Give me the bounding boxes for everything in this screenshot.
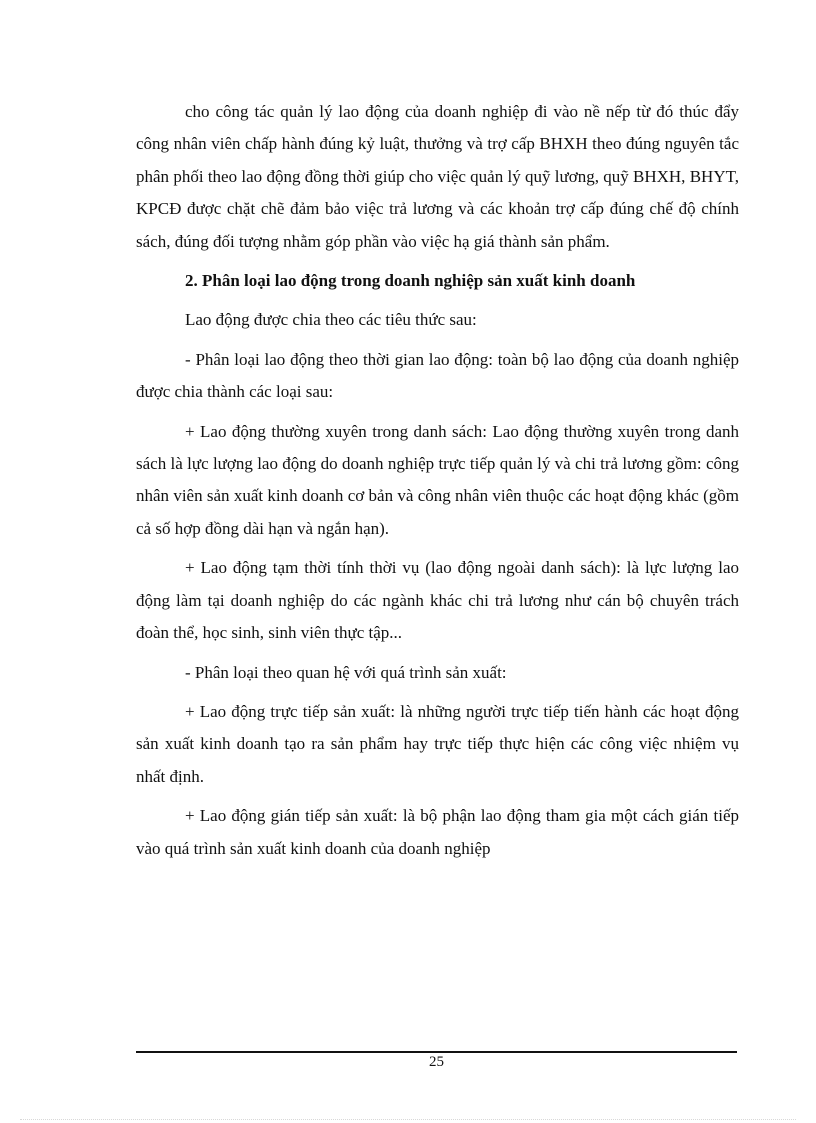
paragraph-temporary-labor: + Lao động tạm thời tính thời vụ (lao động ngoài danh sách): là lực lượng lao động làm tại doanh nghiệp do các ngành khác chi trả lương như cán bộ chuyên trách đoàn thể, học sinh, sinh viên thực tập... [136,558,739,643]
paragraph-indirect-labor: + Lao động gián tiếp sản xuất: là bộ phận lao động tham gia một cách gián tiếp vào quá trình sản xuất kinh doanh của doanh nghiệp [136,806,739,858]
section-heading: 2. Phân loại lao động trong doanh nghiệp sản xuất kinh doanh [185,271,636,291]
document-body [136,96,739,872]
paragraph-intro: cho công tác quản lý lao động của doanh nghiệp đi vào nề nếp từ đó thúc đẩy công nhân viên chấp hành đúng kỷ luật, thưởng và trợ cấp BHXH theo đúng nguyên tắc phân phối theo lao động đồng thời giúp cho việc quản lý quỹ lương, quỹ BHXH, BHYT, KPCĐ được chặt chẽ đảm bảo việc trả lương và các khoản trợ cấp đúng chế độ chính sách, đúng đối tượng nhằm góp phần vào việc hạ giá thành sản phẩm. [136,102,739,251]
page-boundary-line [20,1119,796,1120]
paragraph-criteria: Lao động được chia theo các tiêu thức sau: [185,310,477,330]
paragraph-by-production: - Phân loại theo quan hệ với quá trình sản xuất: [185,662,507,682]
paragraph-direct-labor: + Lao động trực tiếp sản xuất: là những người trực tiếp tiến hành các hoạt động sản xuất kinh doanh tạo ra sản phẩm hay trực tiếp thực hiện các công việc nhiệm vụ nhất định. [136,701,739,786]
paragraph-by-time: - Phân loại lao động theo thời gian lao động: toàn bộ lao động của doanh nghiệp được chia thành các loại sau: [136,349,739,402]
paragraph-regular-labor: + Lao động thường xuyên trong danh sách: Lao động thường xuyên trong danh sách là lực lượng lao động do doanh nghiệp trực tiếp quản lý và chi trả lương gồm: công nhân viên sản xuất kinh doanh cơ bản và công nhân viên thuộc các hoạt động khác (gồm cả số hợp đồng dài hạn và ngắn hạn). [136,421,739,538]
page-number: 25 [429,1054,444,1070]
